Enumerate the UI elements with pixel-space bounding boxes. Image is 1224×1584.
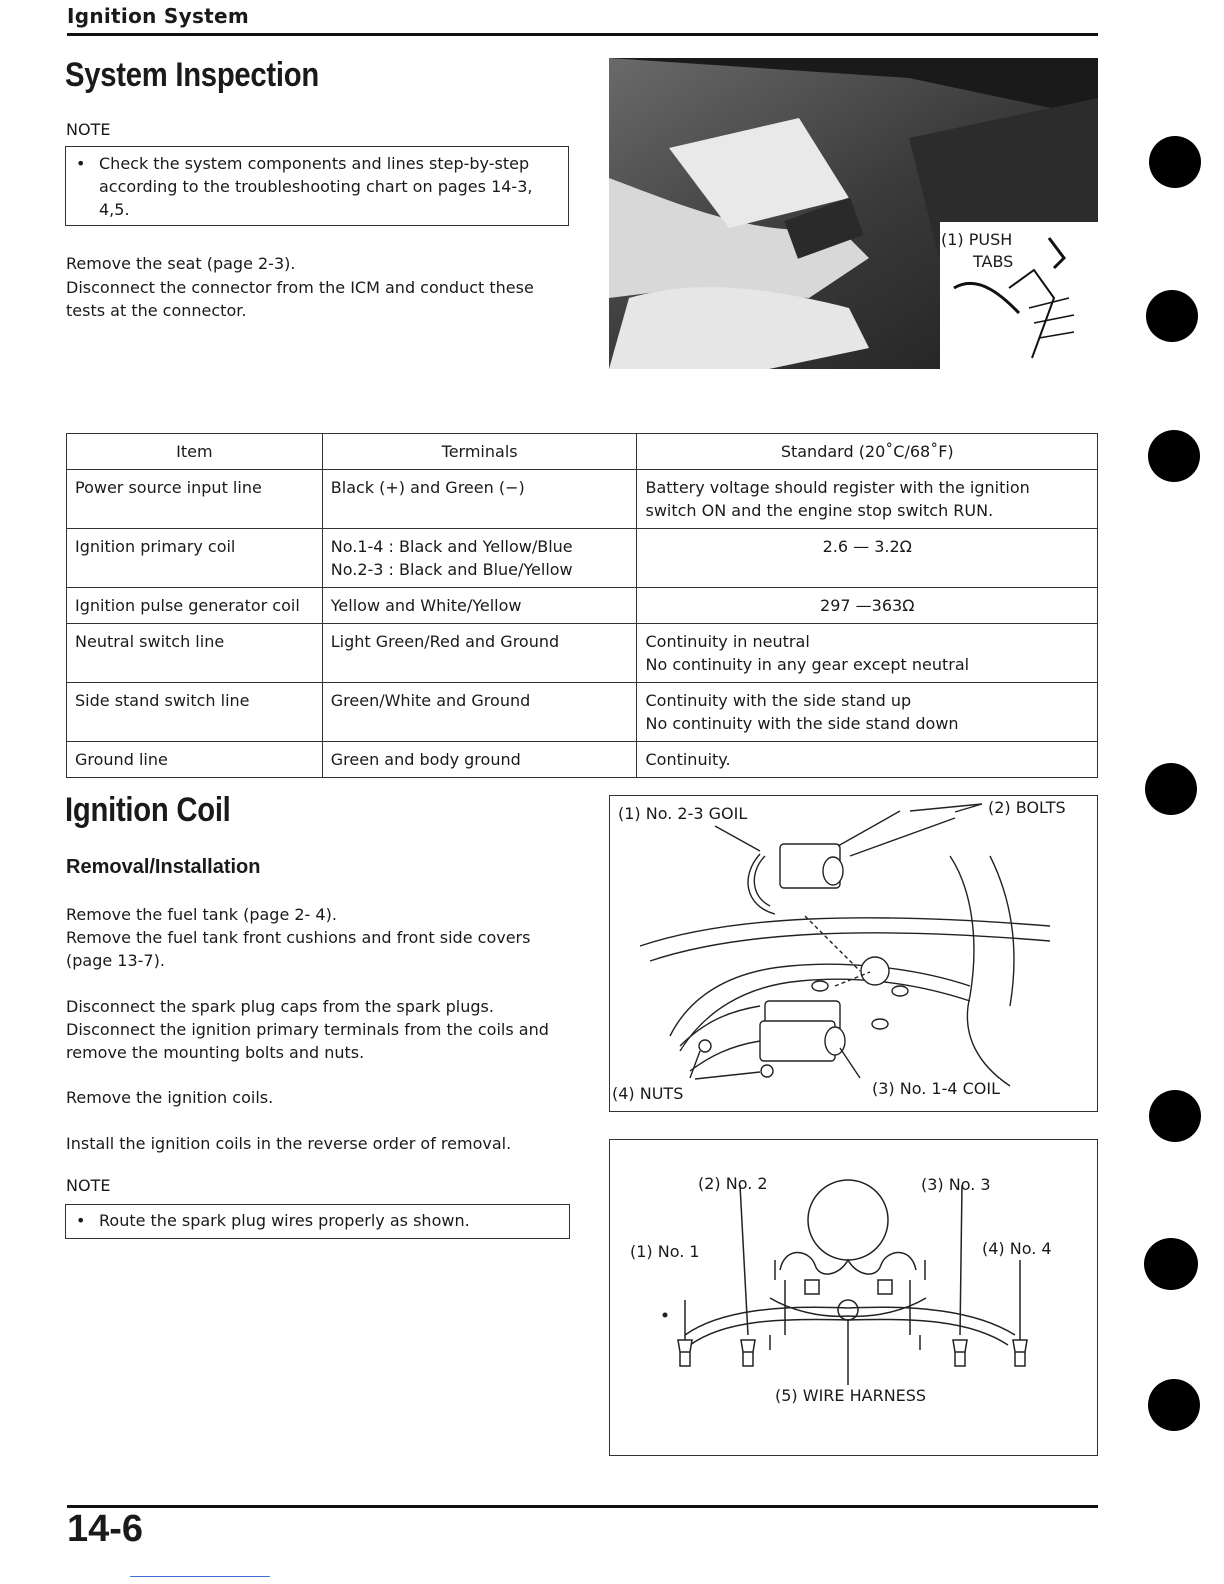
cell-text: Continuity with the side stand up: [645, 691, 912, 710]
paragraph: Install the ignition coils in the reverse order of removal.: [66, 1134, 512, 1153]
cell-text: Continuity.: [645, 750, 731, 769]
cell-text: Black (+) and Green (−): [330, 478, 525, 497]
cell-text: Green and body ground: [330, 750, 521, 769]
note-text: Route the spark plug wires properly as shown.: [99, 1211, 470, 1230]
cell-terminals: [322, 588, 637, 624]
note-text: Check the system components and lines step-by-step according to the troubleshooting chart on pages 14-3, 4,5.: [99, 154, 533, 219]
paragraph: Remove the fuel tank front cushions and front side covers (page 13-7).: [66, 928, 531, 970]
note-box: [65, 1204, 570, 1239]
connector-photo: [609, 58, 1098, 369]
column-header-standard: Standard (20˚C/68˚F): [637, 434, 1098, 470]
note-box: [65, 146, 569, 226]
binder-hole: [1149, 136, 1201, 188]
header-rule: [67, 33, 1098, 36]
cell-text: Green/White and Ground: [330, 691, 531, 710]
column-header-item: Item: [67, 434, 323, 470]
cell-text: 297 —363Ω: [820, 596, 915, 615]
section-title-system-inspection: System Inspection: [65, 56, 319, 94]
table-header-row: [67, 434, 1098, 470]
cell-text: No continuity with the side stand down: [645, 714, 959, 733]
binder-hole: [1145, 763, 1197, 815]
section-title-ignition-coil: Ignition Coil: [65, 791, 231, 829]
cell-item: Ground line: [67, 742, 323, 778]
coil-label-1: (1) No. 2-3 GOIL: [618, 804, 748, 823]
table-row: [67, 588, 1098, 624]
table-row: [67, 742, 1098, 778]
cell-terminals: [322, 470, 637, 529]
running-header: Ignition System: [67, 4, 250, 28]
wire-label-harness: (5) WIRE HARNESS: [775, 1386, 927, 1405]
link-underline: [130, 1576, 270, 1577]
binder-hole: [1146, 290, 1198, 342]
note-bullet: •: [76, 154, 86, 173]
wire-label-no2: (2) No. 2: [698, 1174, 768, 1193]
coil-label-4: (4) NUTS: [612, 1084, 684, 1103]
cell-text: Yellow and White/Yellow: [330, 596, 522, 615]
paragraph: Disconnect the ignition primary terminals from the coils and remove the mounting bolts and nuts.: [66, 1020, 549, 1062]
paragraph: Remove the seat (page 2-3).: [66, 254, 296, 273]
binder-hole: [1144, 1238, 1198, 1290]
ignition-coil-drawing: [610, 796, 1096, 1110]
paragraph: Remove the fuel tank (page 2- 4).: [66, 905, 337, 924]
cell-standard: [637, 470, 1098, 529]
wire-label-no1: (1) No. 1: [630, 1242, 700, 1261]
table-row: [67, 470, 1098, 529]
photo-label-tabs: TABS: [973, 252, 1014, 271]
ignition-coil-figure: [609, 795, 1098, 1112]
table-row: [67, 624, 1098, 683]
cell-standard: [637, 624, 1098, 683]
paragraph: Remove the ignition coils.: [66, 1088, 274, 1107]
cell-standard: [637, 529, 1098, 588]
cell-text: No.2-3 : Black and Blue/Yellow: [330, 560, 573, 579]
note-bullet: •: [76, 1211, 86, 1230]
wire-label-no4: (4) No. 4: [982, 1239, 1052, 1258]
photo-label-push: (1) PUSH: [941, 230, 1013, 249]
cell-item: Ignition primary coil: [67, 529, 323, 588]
page-number: 14-6: [67, 1508, 144, 1550]
cell-terminals: [322, 529, 637, 588]
table-row: [67, 529, 1098, 588]
wire-routing-figure: [609, 1139, 1098, 1456]
cell-text: No.1-4 : Black and Yellow/Blue: [330, 537, 573, 556]
cell-text: Battery voltage should register with the ignition: [645, 478, 1030, 497]
note-label: NOTE: [66, 1176, 111, 1195]
cell-text: Continuity in neutral: [645, 632, 810, 651]
coil-label-3: (3) No. 1-4 COIL: [872, 1079, 1001, 1098]
inspection-table: [66, 433, 1098, 778]
note-label: NOTE: [66, 120, 111, 139]
column-header-terminals: Terminals: [322, 434, 637, 470]
wire-routing-drawing: [610, 1140, 1096, 1454]
table-row: [67, 683, 1098, 742]
cell-terminals: [322, 683, 637, 742]
cell-text: Light Green/Red and Ground: [330, 632, 560, 651]
cell-item: Neutral switch line: [67, 624, 323, 683]
binder-hole: [1149, 1090, 1201, 1142]
cell-standard: [637, 683, 1098, 742]
cell-text: switch ON and the engine stop switch RUN.: [645, 501, 994, 520]
subsection-title: Removal/Installation: [66, 856, 261, 878]
paragraph: Disconnect the connector from the ICM and conduct these tests at the connector.: [66, 278, 534, 320]
footer-rule: [67, 1505, 1098, 1508]
binder-hole: [1148, 430, 1200, 482]
paragraph: Disconnect the spark plug caps from the spark plugs.: [66, 997, 494, 1016]
cell-terminals: [322, 742, 637, 778]
wire-label-no3: (3) No. 3: [921, 1175, 991, 1194]
cell-text: 2.6 — 3.2Ω: [822, 537, 912, 556]
cell-text: No continuity in any gear except neutral: [645, 655, 970, 674]
cell-standard: [637, 588, 1098, 624]
coil-label-2: (2) BOLTS: [988, 798, 1066, 817]
connector-photo-image: [609, 58, 1098, 369]
cell-terminals: [322, 624, 637, 683]
binder-hole: [1148, 1379, 1200, 1431]
cell-item: Side stand switch line: [67, 683, 323, 742]
cell-item: Power source input line: [67, 470, 323, 529]
cell-standard: [637, 742, 1098, 778]
cell-item: Ignition pulse generator coil: [67, 588, 323, 624]
